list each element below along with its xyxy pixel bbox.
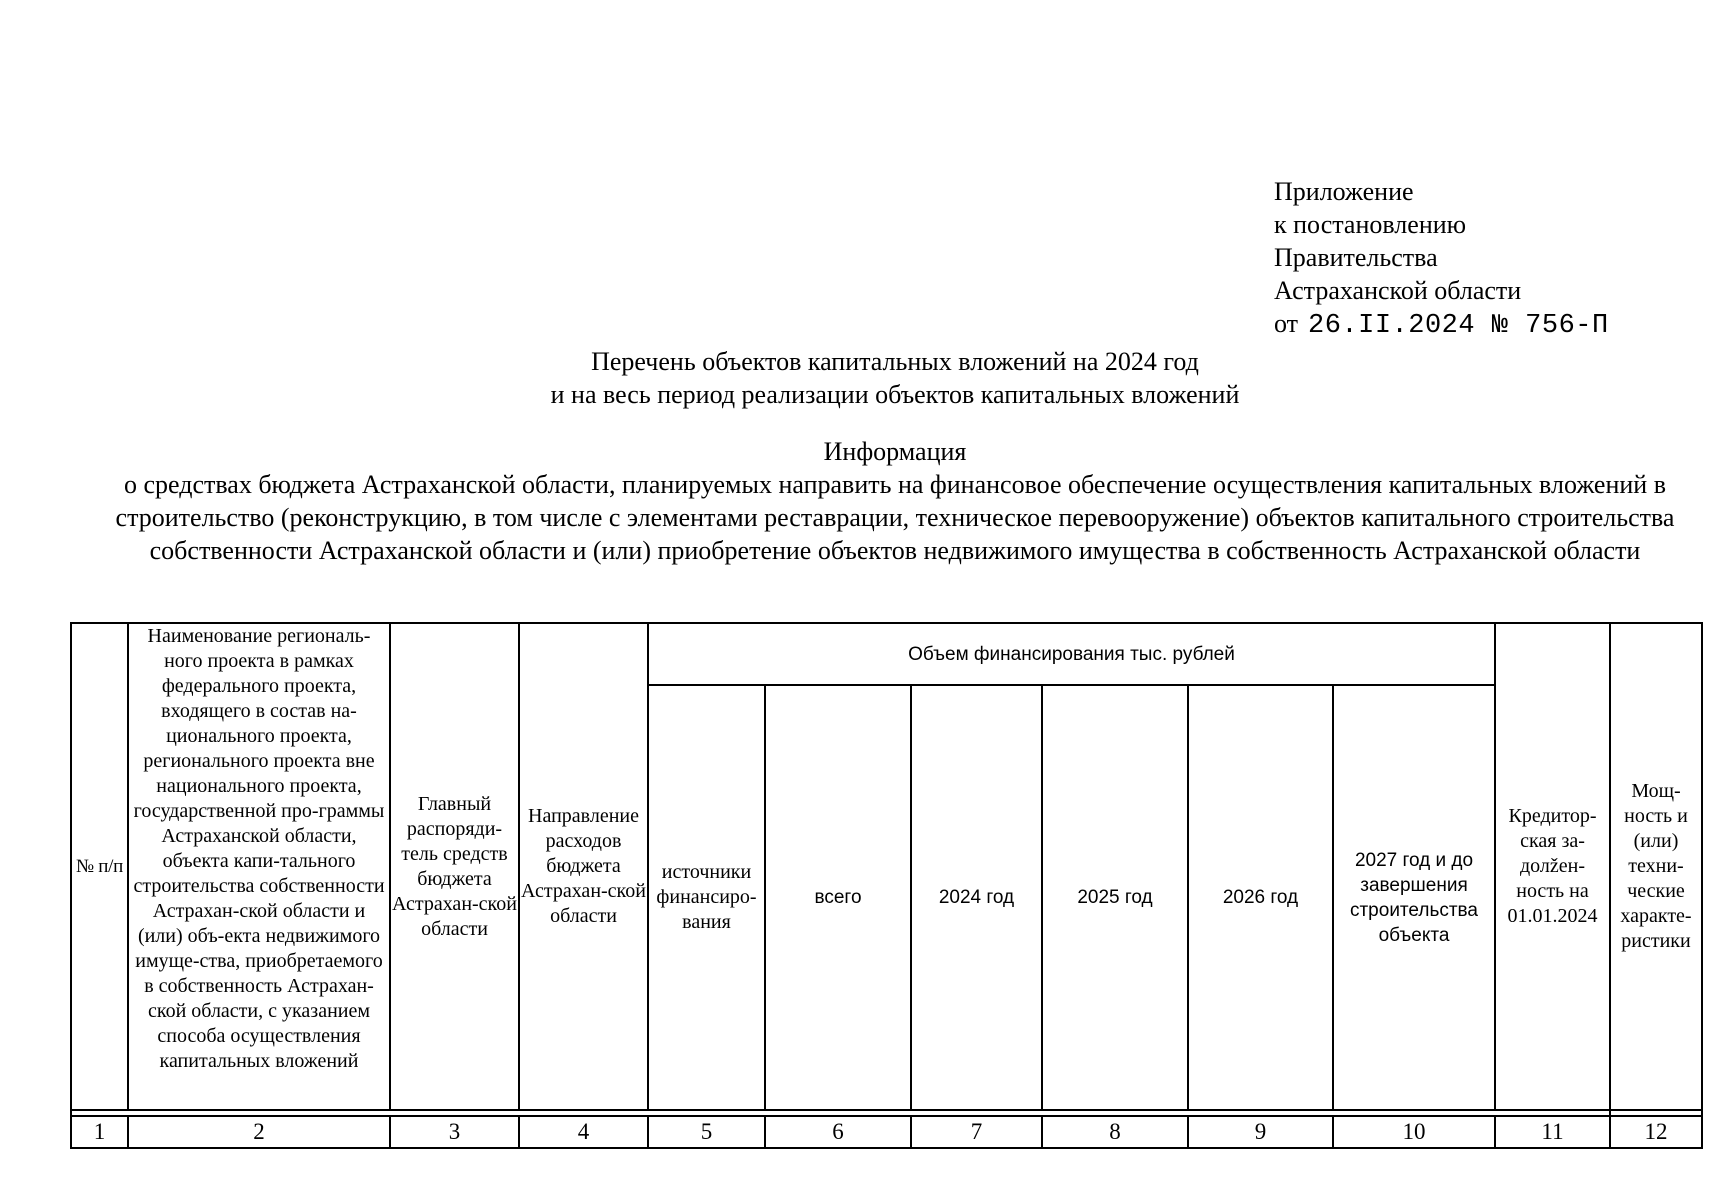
column-number: 9 (1188, 1116, 1333, 1148)
header-accounts-payable: Кредитор-ская за-долžен-ность на 01.01.2024 (1495, 623, 1610, 1110)
header-year-2026: 2026 год (1188, 685, 1333, 1110)
header-year-2027-plus: 2027 год и до завершения строительства объекта (1333, 685, 1495, 1110)
column-number: 8 (1042, 1116, 1188, 1148)
appendix-line-1: Приложение (1274, 177, 1414, 206)
header-total: всего (765, 685, 911, 1110)
column-numbers-row (71, 1116, 1702, 1148)
column-number: 4 (519, 1116, 648, 1148)
column-number: 1 (71, 1116, 128, 1148)
header-budget-manager: Главный распоряди-тель средств бюджета Астрахан-ской области (390, 623, 519, 1110)
column-number: 6 (765, 1116, 911, 1148)
header-capacity: Мощ-ность и (или) техни-ческие характе-ристики (1610, 623, 1702, 1110)
header-number: № п/п (71, 623, 128, 1110)
column-number: 12 (1610, 1116, 1702, 1148)
appendix-line-4: Астраханской области (1274, 276, 1522, 305)
date-prefix: от (1274, 309, 1299, 338)
appendix-date-line (1274, 307, 1609, 343)
title-line-1: Перечень объектов капитальных вложений на 2024 год (591, 347, 1199, 376)
header-year-2025: 2025 год (1042, 685, 1188, 1110)
info-block (110, 435, 1680, 567)
column-number: 2 (128, 1116, 390, 1148)
document-title (0, 345, 1715, 411)
column-number: 7 (911, 1116, 1042, 1148)
column-number: 3 (390, 1116, 519, 1148)
header-expense-direction: Направление расходов бюджета Астрахан-ской области (519, 623, 648, 1110)
info-heading: Информация (823, 437, 967, 466)
title-line-2: и на весь период реализации объектов капитальных вложений (550, 380, 1240, 409)
header-funding-sources: источники финансиро-вания (648, 685, 765, 1110)
appendix-line-2: к постановлению (1274, 210, 1467, 239)
header-funding-volume: Объем финансирования тыс. рублей (648, 623, 1495, 685)
column-number: 5 (648, 1116, 765, 1148)
column-number: 10 (1333, 1116, 1495, 1148)
appendix-block (1274, 175, 1609, 343)
appendix-line-3: Правительства (1274, 243, 1438, 272)
header-project-name: Наименование региональ-ного проекта в рамках федерального проекта, входящего в состав на-ционального проекта, регионального проекта вне национального проекта, государственной про-граммы Астраханской области, объекта капи-тального строительства собственности Астрахан-ской области и (или) объ-екта недвижимого имуще-ства, приобретаемого в собственность Астрахан-ской области, с указанием способа осуществления капитальных вложений (128, 623, 390, 1110)
capital-investments-table (70, 622, 1703, 1149)
header-year-2024: 2024 год (911, 685, 1042, 1110)
column-number: 11 (1495, 1116, 1610, 1148)
info-text: о средствах бюджета Астраханской области, планируемых направить на финансовое обеспечение осуществления капитальных вложений в строительство (реконструкцию, в том числе с элементами реставрации, техническое перевооружение) объектов капитального строительства собственности Астраханской области и (или) приобретение объектов недвижимого имущества в собственность Астраханской области (115, 470, 1675, 565)
date-stamp: 26.II.2024 № 756-П (1308, 311, 1609, 341)
